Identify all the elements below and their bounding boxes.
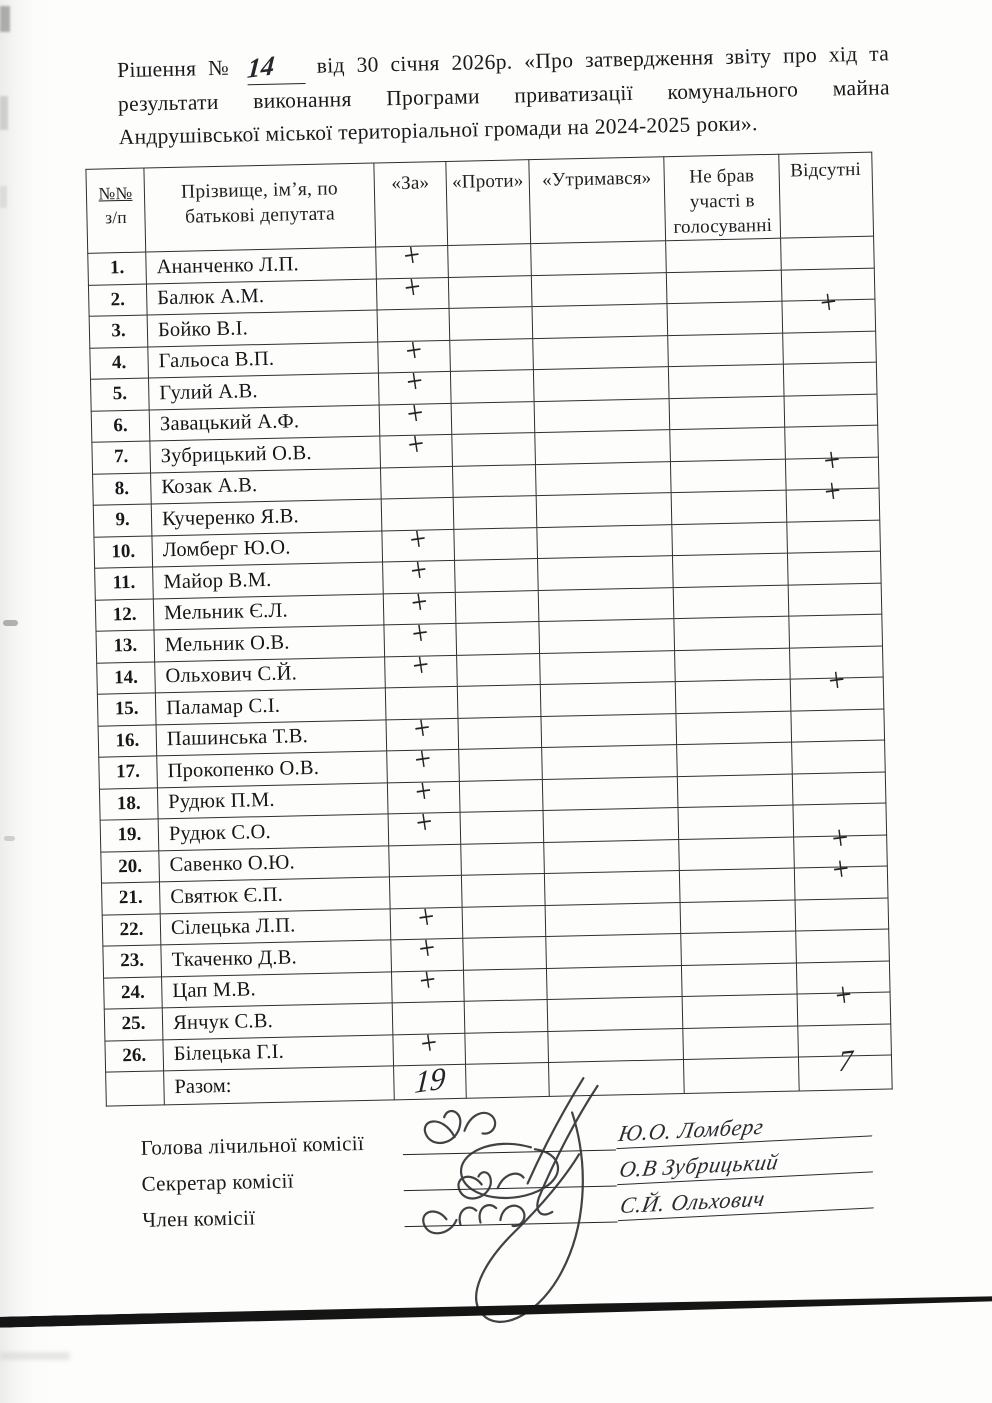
vote-mark: +	[821, 440, 843, 481]
cell-num: 10.	[94, 535, 153, 568]
cell-deputy-name: Прокопенко О.В.	[157, 751, 388, 788]
cell-nebrav	[672, 553, 788, 587]
cell-num: 22.	[102, 913, 161, 946]
cell-nebrav	[671, 490, 787, 524]
cell-proty	[451, 401, 535, 434]
vote-mark: +	[413, 802, 436, 844]
vote-table-body	[88, 236, 892, 1072]
cell-vidsutni	[787, 520, 881, 554]
totals-label: Разом:	[164, 1066, 395, 1105]
cell-vidsutni	[796, 929, 890, 963]
vote-mark: +	[401, 235, 423, 277]
cell-deputy-name: Ломберг Ю.О.	[152, 530, 383, 567]
column-header-proty: «Проти»	[446, 160, 531, 246]
vote-mark: +	[401, 267, 424, 308]
vote-mark: +	[415, 897, 438, 938]
cell-deputy-name: Паламар С.І.	[155, 688, 386, 725]
cell-num: 24.	[104, 976, 163, 1009]
cell-za	[391, 960, 464, 1003]
column-header-num-bottom: з/п	[104, 206, 128, 228]
cell-utrymavsia	[543, 808, 679, 842]
cell-vidsutni	[794, 849, 888, 900]
cell-proty	[461, 873, 545, 906]
cell-num: 19.	[100, 819, 159, 852]
heading-line-3: Андрушівської міської територіальної громади на 2024-2025 роки».	[118, 111, 758, 150]
cell-deputy-name: Цап М.В.	[162, 971, 393, 1008]
cell-utrymavsia	[531, 272, 667, 306]
cell-vidsutni	[781, 236, 875, 270]
cell-deputy-name: Майор В.М.	[153, 562, 384, 599]
signature-name: Ю.О. Ломберг	[616, 1108, 876, 1149]
cell-num: 3.	[89, 315, 148, 348]
vote-mark: +	[411, 708, 434, 749]
cell-deputy-name: Янчук С.В.	[162, 1003, 393, 1040]
cell-vidsutni	[784, 394, 878, 428]
signature-name: О.В Зубрицький	[617, 1144, 877, 1185]
cell-nebrav	[666, 270, 782, 304]
cell-proty	[459, 779, 543, 812]
cell-utrymavsia	[539, 619, 675, 653]
cell-utrymavsia	[546, 965, 682, 999]
cell-proty	[459, 748, 543, 781]
cell-num: 14.	[97, 661, 156, 694]
cell-deputy-name: Кучеренко Я.В.	[151, 499, 382, 536]
vote-mark: +	[409, 613, 431, 655]
cell-nebrav	[681, 963, 797, 997]
cell-nebrav	[681, 931, 797, 965]
cell-proty	[463, 968, 547, 1001]
cell-proty	[463, 936, 547, 969]
vote-mark: +	[403, 330, 425, 371]
cell-proty	[457, 653, 541, 686]
cell-nebrav	[666, 238, 782, 272]
vote-mark: +	[404, 393, 427, 434]
cell-deputy-name: Мельник Є.Л.	[153, 593, 384, 630]
cell-za	[393, 1023, 466, 1066]
cell-vidsutni	[792, 740, 886, 774]
total-absent-value: 7	[837, 1043, 854, 1078]
cell-num: 9.	[93, 504, 152, 537]
cell-utrymavsia	[538, 556, 674, 590]
cell-deputy-name: Сілецька Л.П.	[160, 908, 391, 945]
cell-vidsutni	[792, 772, 886, 806]
cell-nebrav	[675, 679, 791, 713]
cell-proty	[455, 590, 539, 623]
cell-utrymavsia	[545, 902, 681, 936]
vote-table	[85, 152, 892, 1107]
cell-nebrav	[668, 364, 784, 398]
cell-proty	[461, 842, 545, 875]
signature-name: С.Й. Ольхович	[618, 1180, 878, 1221]
cell-proty	[448, 244, 532, 277]
vote-mark: +	[405, 424, 427, 466]
cell-nebrav	[682, 994, 798, 1028]
cell-proty	[455, 559, 539, 592]
cell-utrymavsia	[540, 682, 676, 716]
cell-vidsutni	[795, 898, 889, 932]
cell-nebrav	[680, 900, 796, 934]
vote-mark: +	[830, 849, 852, 890]
cell-deputy-name: Мельник О.В.	[154, 625, 385, 662]
cell-utrymavsia	[533, 335, 669, 369]
cell-deputy-name: Ананченко Л.П.	[146, 247, 377, 284]
cell-num: 21.	[101, 882, 160, 915]
cell-deputy-name: Святюк Є.П.	[159, 877, 390, 914]
cell-deputy-name: Савенко О.Ю.	[159, 845, 390, 882]
cell-num: 26.	[105, 1039, 164, 1072]
cell-utrymavsia	[532, 304, 668, 338]
cell-proty	[452, 464, 536, 497]
cell-utrymavsia	[536, 493, 672, 527]
cell-num: 12.	[95, 598, 154, 631]
heading-line1-prefix: Рішення №	[116, 55, 236, 83]
cell-za	[376, 267, 449, 310]
signature-label: Член комісії	[142, 1205, 256, 1232]
cell-nebrav	[670, 459, 786, 493]
cell-vidsutni	[788, 583, 882, 617]
vote-mark: +	[416, 928, 438, 970]
cell-vidsutni	[797, 975, 891, 1026]
cell-utrymavsia	[535, 461, 671, 495]
cell-num: 23.	[103, 945, 162, 978]
cell-deputy-name: Зубрицький О.В.	[150, 436, 381, 473]
scan-smudge	[0, 1352, 70, 1360]
cell-num: 11.	[95, 567, 154, 600]
cell-utrymavsia	[541, 713, 677, 747]
heading-line-2: результати виконання Програми приватизації комунального майна	[117, 75, 891, 117]
cell-utrymavsia	[544, 871, 680, 905]
cell-vidsutni	[789, 614, 883, 648]
cell-utrymavsia	[533, 367, 669, 401]
vote-mark: +	[418, 1023, 440, 1064]
cell-deputy-name: Рудюк С.О.	[158, 814, 389, 851]
cell-za	[389, 844, 462, 877]
cell-num: 1.	[88, 252, 147, 285]
cell-nebrav	[677, 742, 793, 776]
cell-nebrav	[668, 333, 784, 367]
column-header-vidsutni: Відсутні	[779, 152, 874, 238]
signature-label: Голова лічильної комісії	[140, 1131, 365, 1160]
cell-utrymavsia	[544, 839, 680, 873]
cell-proty	[453, 496, 537, 529]
cell-proty	[448, 275, 532, 308]
cell-utrymavsia	[542, 776, 678, 810]
cell-num: 20.	[101, 850, 160, 883]
cell-num: 13.	[96, 630, 155, 663]
cell-num: 7.	[92, 441, 151, 474]
cell-utrymavsia	[547, 997, 683, 1031]
decision-number: 14	[245, 49, 276, 85]
cell-utrymavsia	[537, 524, 673, 558]
cell-num: 2.	[88, 284, 147, 317]
cell-deputy-name: Пашинська Т.В.	[156, 719, 387, 756]
cell-proty	[460, 811, 544, 844]
cell-deputy-name: Балюк А.М.	[146, 279, 377, 316]
cell-nebrav	[677, 774, 793, 808]
cell-nebrav	[679, 868, 795, 902]
cell-nebrav	[674, 616, 790, 650]
cell-vidsutni	[783, 362, 877, 396]
cell-proty	[458, 716, 542, 749]
cell-nebrav	[676, 711, 792, 745]
cell-nebrav	[678, 805, 794, 839]
cell-za	[380, 424, 453, 467]
vote-mark: +	[416, 960, 439, 1001]
column-header-name: Прізвище, ім’я, по батькові депутата	[144, 163, 376, 252]
column-header-za: «За»	[374, 161, 448, 247]
cell-utrymavsia	[540, 650, 676, 684]
cell-nebrav	[667, 301, 783, 335]
cell-nebrav	[670, 427, 786, 461]
cell-vidsutni	[787, 551, 881, 585]
decision-number-underline	[247, 50, 306, 85]
vote-mark: +	[412, 771, 435, 812]
cell-utrymavsia	[548, 1028, 684, 1062]
column-header-num-top: №№	[98, 182, 133, 204]
cell-deputy-name: Ткаченко Д.В.	[161, 940, 392, 977]
cell-deputy-name: Бойко В.І.	[147, 310, 378, 347]
vote-mark: +	[817, 282, 840, 323]
cell-proty	[465, 1031, 549, 1064]
cell-deputy-name: Козак А.В.	[151, 467, 382, 504]
cell-nebrav	[669, 396, 785, 430]
vote-mark: +	[412, 739, 434, 781]
cell-num: 17.	[99, 756, 158, 789]
cell-deputy-name: Гулий А.В.	[148, 373, 379, 410]
heading-line1-rest: від 30 січня 2026р. «Про затвердження звіту про хід та	[316, 41, 890, 78]
vote-mark: +	[826, 660, 848, 701]
cell-deputy-name: Рудюк П.М.	[157, 782, 388, 819]
cell-nebrav	[679, 837, 795, 871]
cell-num: 8.	[93, 472, 152, 505]
cell-vidsutni	[791, 709, 885, 743]
heading-paragraph	[117, 37, 891, 154]
vote-mark: +	[822, 471, 844, 512]
vote-mark: +	[829, 818, 851, 859]
cell-utrymavsia	[542, 745, 678, 779]
column-header-nebrav: Не брав участі в голосуванні	[664, 154, 781, 240]
vote-mark: +	[833, 975, 855, 1016]
cell-deputy-name: Ольхович С.Й.	[155, 656, 386, 693]
totals-cell-vidsutni	[798, 1043, 892, 1091]
vote-mark: +	[407, 550, 430, 592]
cell-num: 5.	[90, 378, 149, 411]
total-za-value: 19	[413, 1059, 447, 1100]
totals-cell-num	[106, 1071, 165, 1106]
cell-deputy-name: Завацький А.Ф.	[149, 404, 380, 441]
cell-deputy-name: Гальоса В.П.	[148, 342, 379, 379]
cell-vidsutni	[790, 660, 884, 711]
cell-proty	[457, 685, 541, 718]
cell-proty	[462, 905, 546, 938]
cell-proty	[464, 999, 548, 1032]
cell-proty	[452, 433, 536, 466]
signature-scribble	[401, 1069, 647, 1364]
cell-proty	[450, 338, 534, 371]
cell-utrymavsia	[531, 241, 667, 275]
column-header-utrymavsia: «Утримався»	[529, 157, 666, 244]
table-header-row	[86, 152, 874, 253]
cell-vidsutni	[782, 282, 876, 333]
cell-num: 25.	[104, 1008, 163, 1041]
vote-mark: +	[409, 645, 432, 686]
column-header-num	[86, 168, 146, 253]
cell-utrymavsia	[534, 398, 670, 432]
cell-proty	[450, 370, 534, 403]
cell-za	[380, 466, 453, 499]
cell-proty	[456, 622, 540, 655]
cell-utrymavsia	[535, 430, 671, 464]
vote-mark: +	[407, 519, 429, 560]
cell-deputy-name: Білецька Г.І.	[163, 1034, 394, 1071]
cell-proty	[454, 527, 538, 560]
cell-num: 4.	[90, 347, 149, 380]
cell-num: 16.	[98, 724, 157, 757]
signature-label: Секретар комісії	[141, 1168, 295, 1196]
vote-mark: +	[408, 582, 431, 623]
cell-num: 15.	[97, 693, 156, 726]
totals-cell-nebrav	[683, 1057, 799, 1094]
cell-num: 6.	[91, 410, 150, 443]
cell-num: 18.	[99, 787, 158, 820]
cell-nebrav	[672, 522, 788, 556]
vote-mark: +	[403, 361, 426, 403]
cell-za	[385, 645, 458, 688]
cell-utrymavsia	[546, 934, 682, 968]
cell-nebrav	[683, 1026, 799, 1060]
cell-utrymavsia	[538, 587, 674, 621]
cell-vidsutni	[783, 331, 877, 365]
cell-vidsutni	[786, 471, 880, 522]
cell-nebrav	[673, 585, 789, 619]
cell-nebrav	[675, 648, 791, 682]
cell-za	[388, 802, 461, 845]
cell-proty	[449, 307, 533, 340]
